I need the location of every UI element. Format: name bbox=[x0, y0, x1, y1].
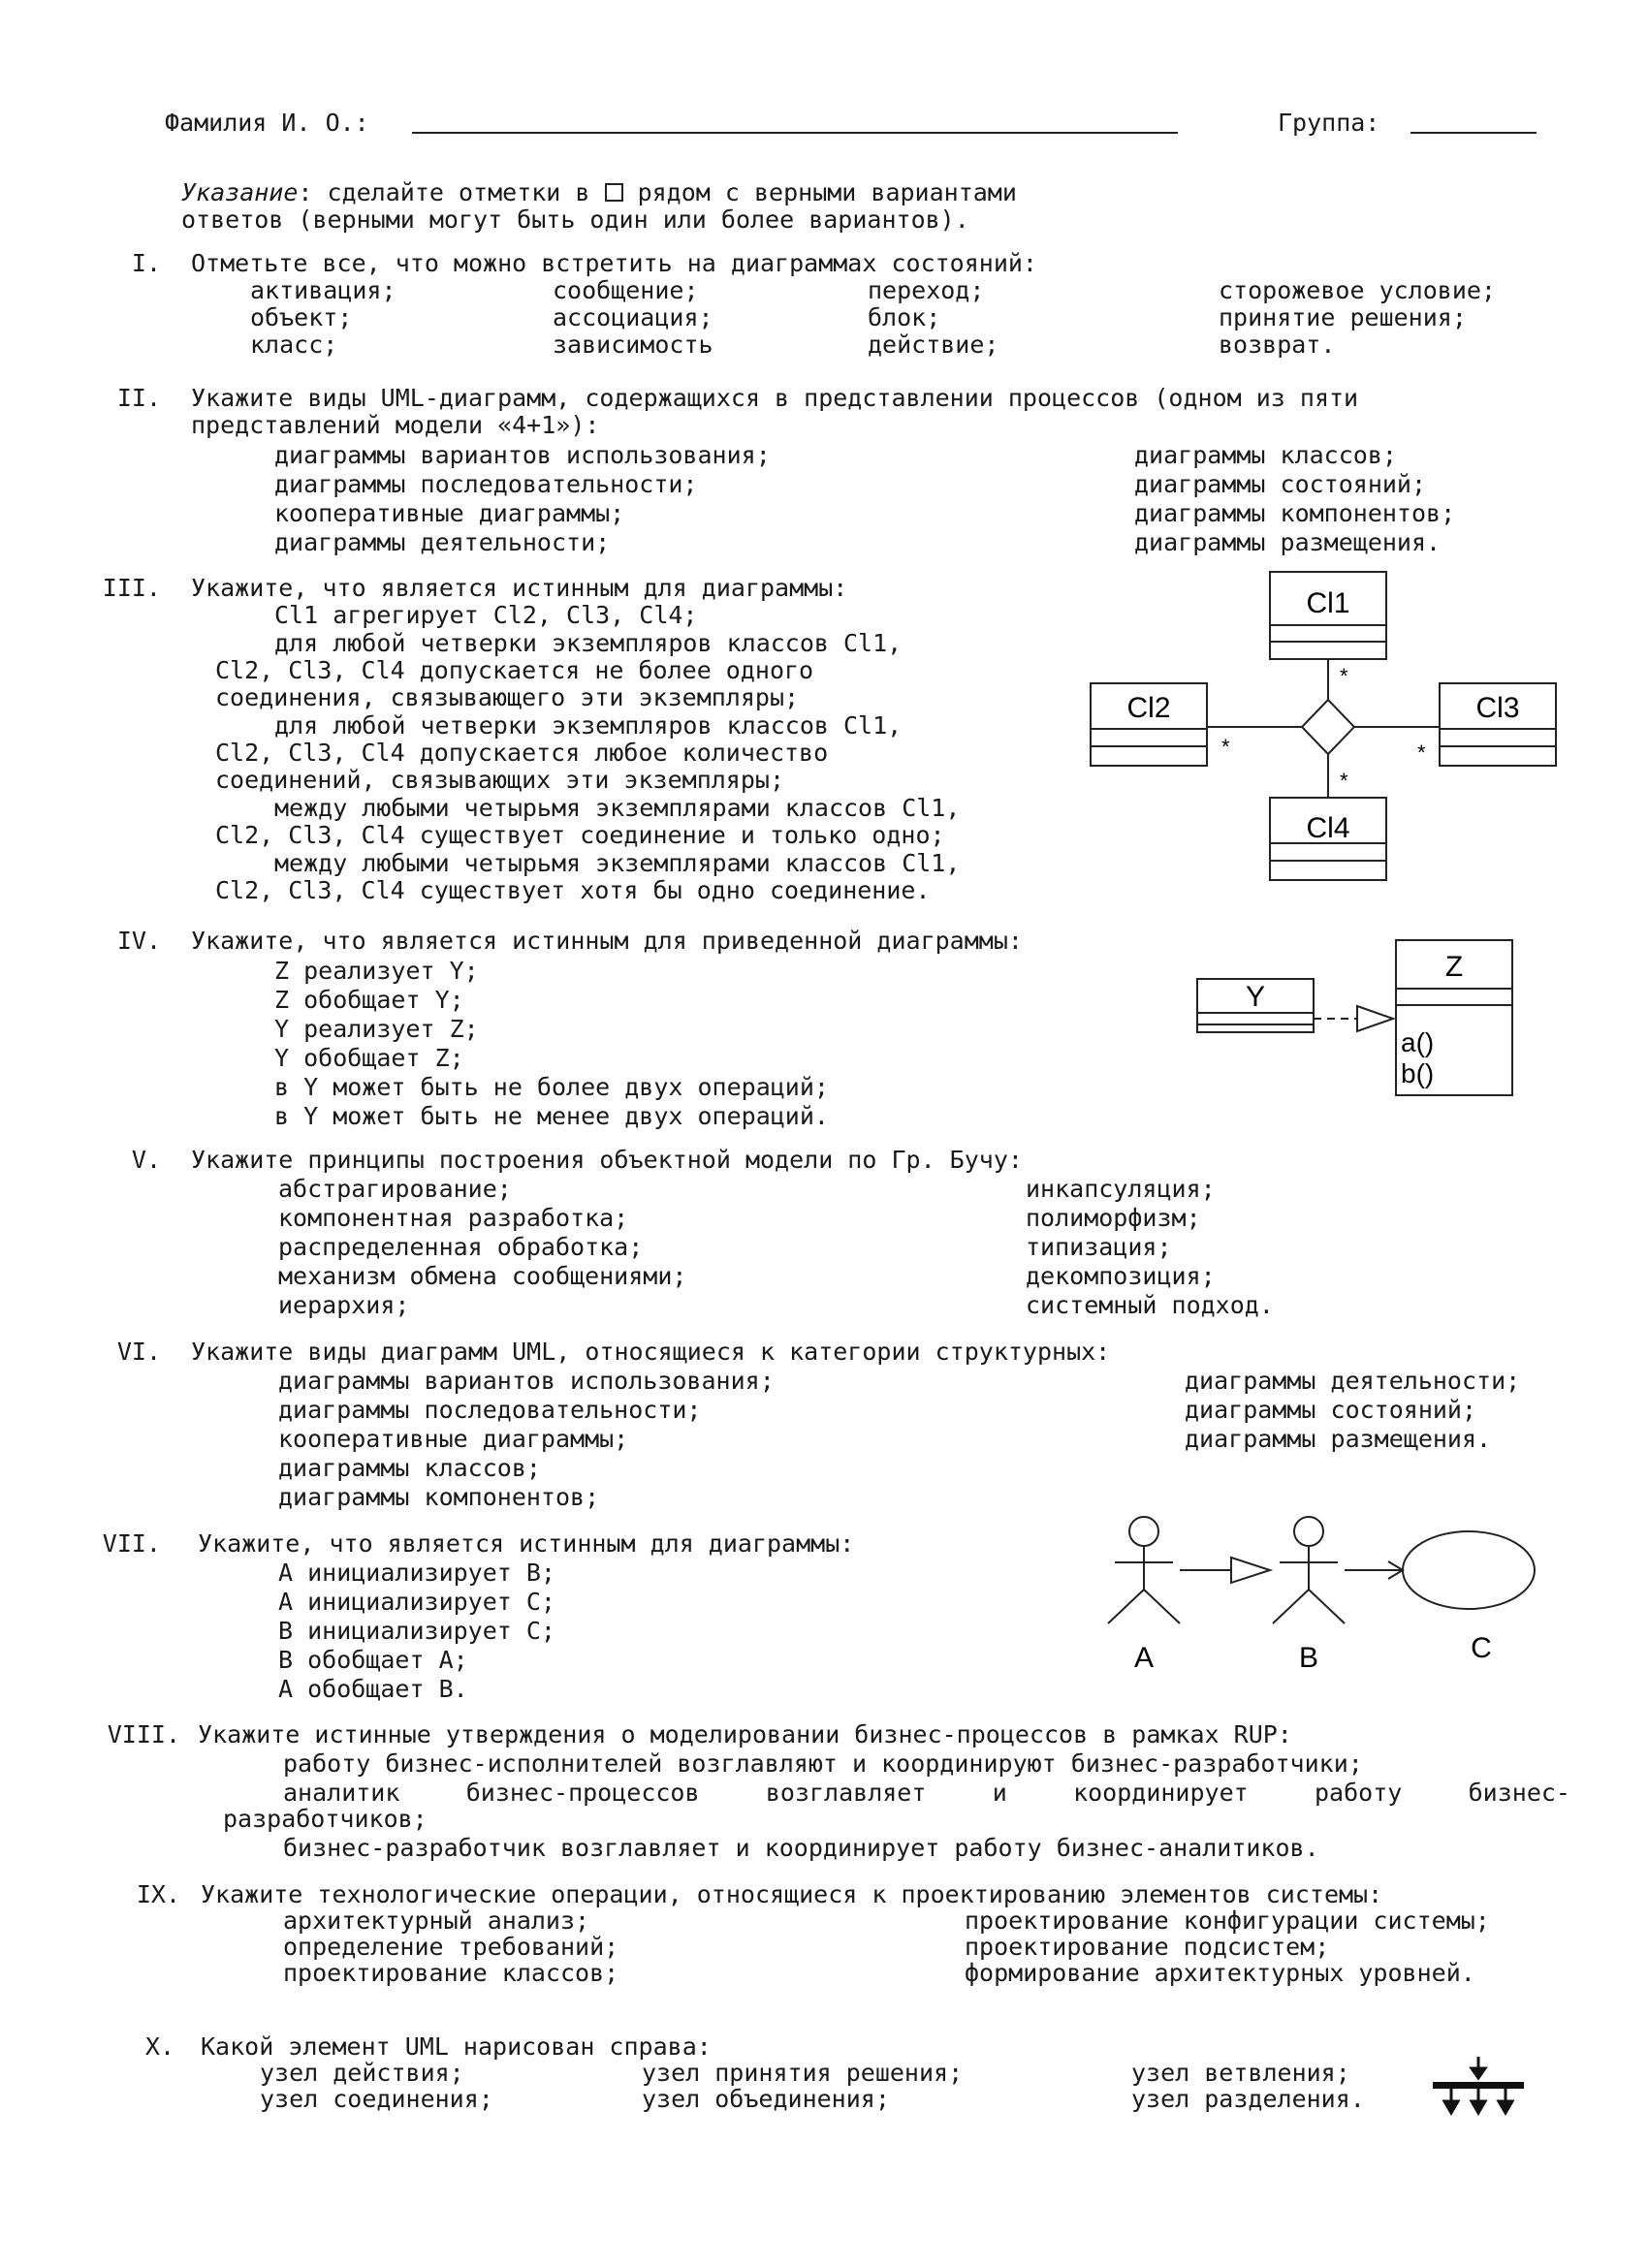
q4-option[interactable]: Y обобщает Z; bbox=[274, 1044, 464, 1072]
q10-option[interactable]: узел разделения. bbox=[1131, 2085, 1365, 2113]
q1-option[interactable]: переход; bbox=[868, 276, 985, 304]
q7-option[interactable]: B инициализирует C; bbox=[278, 1617, 555, 1645]
q9-option[interactable]: формирование архитектурных уровней. bbox=[965, 1959, 1475, 1987]
q8-text: Укажите истинные утверждения о моделировании бизнес-процессов в рамках RUP: bbox=[198, 1720, 1292, 1748]
instruction-line2: ответов (верными могут быть один или более вариантов). bbox=[181, 205, 969, 234]
q8-option[interactable]: бизнес-разработчик возглавляет и координирует работу бизнес-аналитиков. bbox=[283, 1834, 1319, 1862]
operation-label: a() bbox=[1401, 1027, 1435, 1057]
q5-option[interactable]: инкапсуляция; bbox=[1026, 1175, 1216, 1203]
multiplicity-label: * bbox=[1221, 735, 1230, 759]
q4-option[interactable]: Z обобщает Y; bbox=[274, 986, 464, 1014]
q1-option[interactable]: сторожевое условие; bbox=[1219, 276, 1496, 304]
q1-option[interactable]: зависимость bbox=[553, 331, 713, 359]
q1-option[interactable]: объект; bbox=[250, 303, 353, 331]
q2-text-cont: представлений модели «4+1»): bbox=[191, 411, 600, 439]
q3-option-cont: соединений, связывающих эти экземпляры; bbox=[215, 766, 784, 794]
q3-option-cont: Cl2, Cl3, Cl4 существует хотя бы одно соединение. bbox=[215, 876, 931, 904]
q1-option[interactable]: действие; bbox=[868, 331, 999, 359]
q6-option[interactable]: диаграммы деятельности; bbox=[1185, 1367, 1521, 1395]
q7-number: VII. bbox=[102, 1529, 161, 1558]
q6-option[interactable]: диаграммы состояний; bbox=[1185, 1396, 1477, 1424]
q3-option-cont: соединения, связывающего эти экземпляры; bbox=[215, 683, 800, 711]
realization-diagram bbox=[1188, 935, 1522, 1100]
q9-text: Укажите технологические операции, относящиеся к проектированию элементов системы: bbox=[201, 1880, 1383, 1908]
q10-option[interactable]: узел объединения; bbox=[642, 2085, 890, 2113]
q6-option[interactable]: кооперативные диаграммы; bbox=[278, 1425, 629, 1453]
multiplicity-label: * bbox=[1340, 769, 1348, 793]
q8-option[interactable]: работу бизнес-исполнителей возглавляют и координируют бизнес-разработчики; bbox=[283, 1749, 1363, 1778]
q3-option-cont: Cl2, Cl3, Cl4 существует соединение и только одно; bbox=[215, 821, 945, 849]
use-case-diagram bbox=[1091, 1507, 1537, 1682]
checkbox-icon bbox=[605, 183, 623, 202]
q3-number: III. bbox=[102, 574, 161, 602]
q8-option-cont: разработчиков; bbox=[223, 1805, 428, 1833]
instruction-line1 bbox=[181, 178, 1017, 207]
q6-text: Укажите виды диаграмм UML, относящиеся к категории структурных: bbox=[191, 1338, 1111, 1366]
q1-option[interactable]: активация; bbox=[250, 276, 396, 304]
q10-option[interactable]: узел соединения; bbox=[260, 2085, 493, 2113]
q6-option[interactable]: диаграммы классов; bbox=[278, 1454, 541, 1482]
class-cl2-label: Cl2 bbox=[1126, 692, 1171, 724]
q10-number: X. bbox=[144, 2032, 174, 2061]
class-y-label: Y bbox=[1245, 981, 1266, 1013]
q5-option[interactable]: компонентная разработка; bbox=[278, 1204, 629, 1232]
q8-option2-word: бизнес-процессов bbox=[465, 1779, 700, 1807]
multiplicity-label: * bbox=[1340, 664, 1348, 688]
q5-option[interactable]: распределенная обработка; bbox=[278, 1233, 644, 1261]
q3-option[interactable]: для любой четверки экземпляров классов Cl1, bbox=[274, 711, 903, 740]
q1-text: Отметьте все, что можно встретить на диаграммах состояний: bbox=[191, 249, 1037, 277]
q9-option[interactable]: проектирование классов; bbox=[283, 1959, 619, 1987]
q1-option[interactable]: ассоциация; bbox=[553, 303, 713, 331]
group-label: Группа: bbox=[1278, 109, 1380, 137]
instruction-text-b: рядом с верными вариантами bbox=[637, 178, 1017, 206]
q2-option[interactable]: диаграммы классов; bbox=[1134, 441, 1397, 469]
q7-option[interactable]: A обобщает B. bbox=[278, 1675, 468, 1703]
q2-option[interactable]: кооперативные диаграммы; bbox=[274, 499, 625, 527]
q3-option-cont: Cl2, Cl3, Cl4 допускается любое количество bbox=[215, 739, 829, 767]
q3-option[interactable]: Cl1 агрегирует Cl2, Cl3, Cl4; bbox=[274, 601, 698, 629]
q5-option[interactable]: системный подход. bbox=[1026, 1291, 1274, 1319]
q1-option[interactable]: класс; bbox=[250, 331, 338, 359]
q2-option[interactable]: диаграммы компонентов; bbox=[1134, 499, 1456, 527]
q5-option[interactable]: абстрагирование; bbox=[278, 1175, 512, 1203]
q8-option2-word: работу bbox=[1315, 1779, 1403, 1807]
q2-text: Укажите виды UML-диаграмм, содержащихся в представлении процессов (одном из пяти bbox=[191, 384, 1359, 412]
q6-option[interactable]: диаграммы последовательности; bbox=[278, 1396, 702, 1424]
q3-text: Укажите, что является истинным для диаграммы: bbox=[191, 574, 848, 602]
q2-option[interactable]: диаграммы последовательности; bbox=[274, 470, 698, 498]
q1-option[interactable]: блок; bbox=[868, 303, 941, 331]
multiplicity-label: * bbox=[1417, 740, 1426, 765]
q5-option[interactable]: механизм обмена сообщениями; bbox=[278, 1262, 687, 1290]
group-input-line[interactable] bbox=[1410, 132, 1537, 134]
q8-number: VIII. bbox=[107, 1720, 180, 1748]
q8-option[interactable] bbox=[283, 1779, 1570, 1808]
q4-option[interactable]: в Y может быть не более двух операций; bbox=[274, 1073, 829, 1101]
q7-text: Укажите, что является истинным для диаграммы: bbox=[198, 1529, 855, 1558]
q9-option[interactable]: проектирование подсистем; bbox=[965, 1933, 1330, 1961]
class-cl3-label: Cl3 bbox=[1475, 692, 1520, 724]
instruction-text-a: : сделайте отметки в bbox=[298, 178, 590, 206]
q10-text: Какой элемент UML нарисован справа: bbox=[201, 2032, 712, 2061]
q5-number: V. bbox=[131, 1146, 161, 1174]
fork-node-icon bbox=[1425, 2053, 1532, 2121]
q2-option[interactable]: диаграммы состояний; bbox=[1134, 470, 1427, 498]
q8-option2-word: координирует bbox=[1073, 1779, 1249, 1807]
q9-number: IX. bbox=[136, 1880, 180, 1908]
q5-option[interactable]: иерархия; bbox=[278, 1291, 410, 1319]
q8-option2-word: аналитик bbox=[283, 1779, 400, 1807]
q4-number: IV. bbox=[116, 927, 161, 955]
aggregation-diagram bbox=[1076, 562, 1580, 892]
q6-option[interactable]: диаграммы размещения. bbox=[1185, 1425, 1492, 1453]
q10-option[interactable]: узел ветвления; bbox=[1131, 2059, 1350, 2087]
q5-option[interactable]: типизация; bbox=[1026, 1233, 1172, 1261]
q6-number: VI. bbox=[116, 1338, 161, 1366]
class-z-label: Z bbox=[1444, 951, 1464, 983]
actor-a-label: A bbox=[1133, 1642, 1155, 1674]
q4-text: Укажите, что является истинным для приведенной диаграммы: bbox=[191, 927, 1023, 955]
q2-option[interactable]: диаграммы размещения. bbox=[1134, 528, 1442, 556]
q1-option[interactable]: сообщение; bbox=[553, 276, 699, 304]
q5-text: Укажите принципы построения объектной модели по Гр. Бучу: bbox=[191, 1146, 1023, 1174]
use-case-c-label: C bbox=[1471, 1632, 1492, 1664]
q8-option2-word: бизнес- bbox=[1468, 1779, 1570, 1807]
q9-option[interactable]: архитектурный анализ; bbox=[283, 1906, 590, 1935]
q2-number: II. bbox=[116, 384, 161, 412]
actor-b-label: B bbox=[1298, 1642, 1319, 1674]
q9-option[interactable]: определение требований; bbox=[283, 1933, 619, 1961]
q7-option[interactable]: B обобщает A; bbox=[278, 1646, 468, 1674]
q7-option[interactable]: A инициализирует C; bbox=[278, 1588, 555, 1616]
instruction-lead: Указание bbox=[181, 178, 299, 206]
q5-option[interactable]: полиморфизм; bbox=[1026, 1204, 1201, 1232]
q5-option[interactable]: декомпозиция; bbox=[1026, 1262, 1216, 1290]
q1-option[interactable]: возврат. bbox=[1219, 331, 1336, 359]
q8-option2-word: возглавляет bbox=[765, 1779, 927, 1807]
q3-option-cont: Cl2, Cl3, Cl4 допускается не более одного bbox=[215, 656, 814, 684]
class-cl1-label: Cl1 bbox=[1306, 587, 1350, 619]
q3-option[interactable]: между любыми четырьмя экземплярами классов Cl1, bbox=[274, 849, 961, 877]
name-input-line[interactable] bbox=[412, 132, 1178, 134]
q3-option[interactable]: для любой четверки экземпляров классов Cl1, bbox=[274, 629, 903, 657]
q8-option2-word: и bbox=[992, 1779, 1007, 1807]
q6-option[interactable]: диаграммы вариантов использования; bbox=[278, 1367, 775, 1395]
q3-option[interactable]: между любыми четырьмя экземплярами классов Cl1, bbox=[274, 794, 961, 822]
q4-option[interactable]: Y реализует Z; bbox=[274, 1015, 479, 1043]
q1-option[interactable]: принятие решения; bbox=[1219, 303, 1467, 331]
q9-option[interactable]: проектирование конфигурации системы; bbox=[965, 1906, 1490, 1935]
q10-option[interactable]: узел действия; bbox=[260, 2059, 464, 2087]
q4-option[interactable]: в Y может быть не менее двух операций. bbox=[274, 1102, 829, 1130]
q10-option[interactable]: узел принятия решения; bbox=[642, 2059, 964, 2087]
q1-number: I. bbox=[131, 249, 161, 277]
q6-option[interactable]: диаграммы компонентов; bbox=[278, 1483, 600, 1511]
q4-option[interactable]: Z реализует Y; bbox=[274, 957, 479, 985]
class-cl4-label: Cl4 bbox=[1306, 812, 1350, 844]
q2-option[interactable]: диаграммы вариантов использования; bbox=[274, 441, 771, 469]
name-label: Фамилия И. О.: bbox=[165, 109, 369, 137]
operation-label: b() bbox=[1401, 1058, 1435, 1088]
q7-option[interactable]: A инициализирует B; bbox=[278, 1559, 555, 1587]
q2-option[interactable]: диаграммы деятельности; bbox=[274, 528, 611, 556]
